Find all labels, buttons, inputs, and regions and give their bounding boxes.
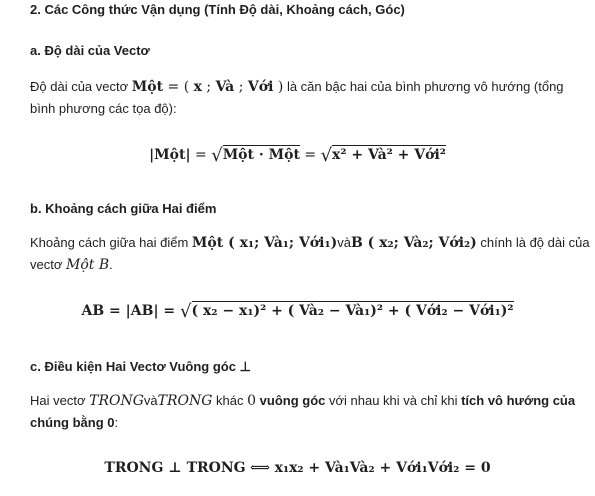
formula-perpendicular: TRONG ⊥ TRONG ⟺ x₁x₂ + Và₁Và₂ + Với₁Với₂ = 0 <box>104 460 491 476</box>
section-title: 2. Các Công thức Vận dụng (Tính Độ dài, Khoảng cách, Góc) <box>30 2 405 17</box>
paragraph-distance: Khoảng cách giữa hai điểm Một ( x₁; Và₁; Với₁)vàB ( x₂; Và₂; Với₂) chính là độ dài của vectơ Một B. <box>30 235 590 273</box>
formula-distance: AB = |AB| = √( x₂ − x₁)² + ( Và₂ − Và₁)² + ( Với₂ − Với₁)² <box>81 301 514 322</box>
sqrt-symbol: √ <box>180 301 192 322</box>
vector-name: Một <box>131 79 164 95</box>
sqrt-symbol: √ <box>211 145 223 166</box>
heading-vector-length: a. Độ dài của Vectơ <box>30 43 150 58</box>
paragraph-perpendicular: Hai vectơ TRONGvàTRONG khác 0 vuông góc với nhau khi và chỉ khi tích vô hướng của chúng bằng 0: <box>30 393 576 430</box>
sqrt-symbol: √ <box>320 145 333 166</box>
heading-distance: b. Khoảng cách giữa Hai điểm <box>30 201 217 216</box>
heading-perpendicular: c. Điều kiện Hai Vectơ Vuông góc ⊥ <box>30 359 251 374</box>
paragraph-vector-length: Độ dài của vectơ Một = ( x ; Và ; Với ) là căn bậc hai của bình phương vô hướng (tổng bình phương các tọa độ): <box>30 79 564 116</box>
formula-vector-length: |Một| = √Một · Một = √x² + Và² + Với² <box>149 145 446 166</box>
